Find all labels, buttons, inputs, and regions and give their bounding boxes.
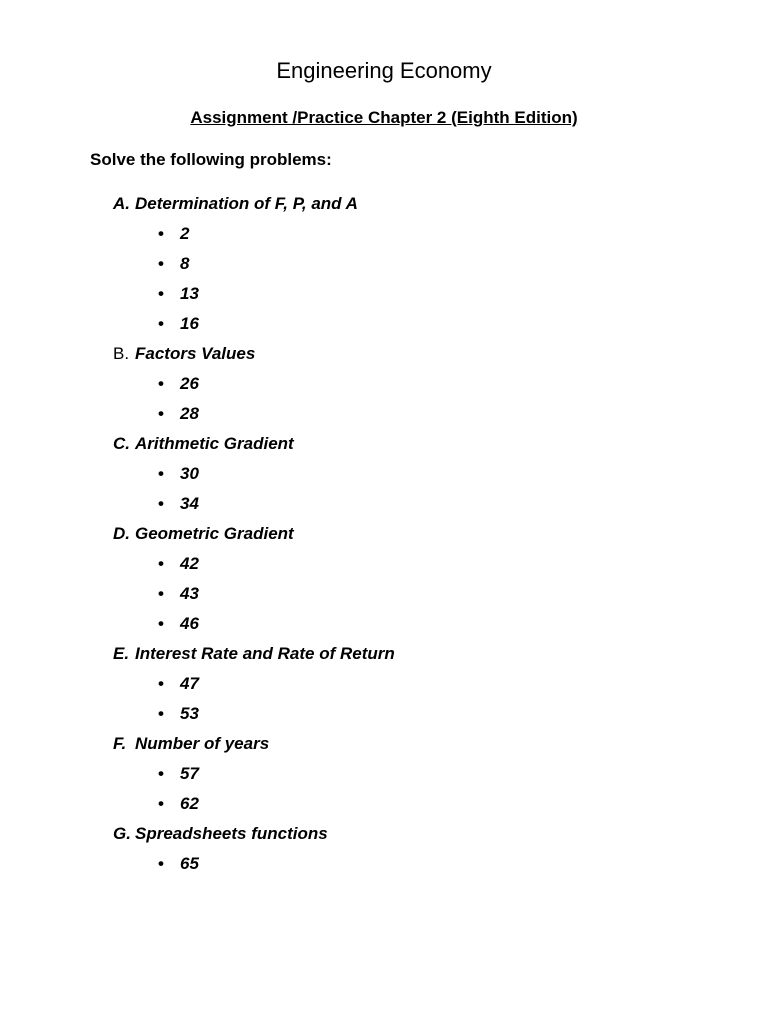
problem-number: 8 — [180, 254, 190, 273]
section-heading-text: Geometric Gradient — [135, 524, 294, 543]
instructions-text: Solve the following problems: — [90, 150, 332, 169]
section-heading-text: Arithmetic Gradient — [135, 434, 294, 453]
problem-number: 30 — [180, 464, 199, 483]
assignment-subtitle: Assignment /Practice Chapter 2 (Eighth Edition) — [190, 108, 578, 127]
list-item — [113, 672, 713, 702]
bullet-icon: • — [158, 224, 164, 243]
list-item — [113, 282, 713, 312]
problem-number: 16 — [180, 314, 199, 333]
list-item — [113, 702, 713, 732]
list-item — [113, 852, 713, 882]
list-item — [113, 492, 713, 522]
list-item — [113, 312, 713, 342]
list-item — [113, 612, 713, 642]
bullet-icon: • — [158, 554, 164, 573]
bullet-icon: • — [158, 674, 164, 693]
list-item — [113, 252, 713, 282]
bullet-icon: • — [158, 854, 164, 873]
section-letter: G. — [113, 824, 131, 843]
section-letter: A. — [113, 194, 130, 213]
bullet-icon: • — [158, 704, 164, 723]
section-heading — [113, 522, 713, 552]
problem-number: 43 — [180, 584, 199, 603]
problem-number: 13 — [180, 284, 199, 303]
problem-number: 28 — [180, 404, 199, 423]
bullet-icon: • — [158, 404, 164, 423]
problem-number: 57 — [180, 764, 199, 783]
problem-number: 2 — [180, 224, 190, 243]
bullet-icon: • — [158, 464, 164, 483]
problem-number: 65 — [180, 854, 199, 873]
bullet-icon: • — [158, 284, 164, 303]
section-letter: C. — [113, 434, 130, 453]
section-heading — [113, 822, 713, 852]
problem-number: 34 — [180, 494, 199, 513]
section-letter: E. — [113, 644, 130, 663]
section-heading-text: Number of years — [135, 734, 270, 753]
list-item — [113, 792, 713, 822]
list-item — [113, 762, 713, 792]
list-item — [113, 582, 713, 612]
problem-number: 53 — [180, 704, 199, 723]
problem-number: 47 — [180, 674, 199, 693]
problem-sections — [113, 192, 713, 882]
list-item — [113, 222, 713, 252]
bullet-icon: • — [158, 254, 164, 273]
section-heading-text: Factors Values — [135, 344, 256, 363]
problem-number: 62 — [180, 794, 199, 813]
list-item — [113, 372, 713, 402]
section-heading-text: Interest Rate and Rate of Return — [135, 644, 395, 663]
section-letter: B. — [113, 344, 130, 363]
problem-number: 42 — [180, 554, 199, 573]
section-letter: F. — [113, 734, 127, 753]
problem-number: 46 — [180, 614, 199, 633]
section-heading-text: Determination of F, P, and A — [135, 194, 358, 213]
document-title: Engineering Economy — [276, 58, 492, 83]
section-heading — [113, 342, 713, 372]
bullet-icon: • — [158, 314, 164, 333]
list-item — [113, 402, 713, 432]
bullet-icon: • — [158, 794, 164, 813]
bullet-icon: • — [158, 584, 164, 603]
list-item — [113, 462, 713, 492]
list-item — [113, 552, 713, 582]
bullet-icon: • — [158, 374, 164, 393]
problem-number: 26 — [180, 374, 199, 393]
section-heading-text: Spreadsheets functions — [135, 824, 328, 843]
bullet-icon: • — [158, 494, 164, 513]
section-letter: D. — [113, 524, 130, 543]
section-heading — [113, 642, 713, 672]
section-heading — [113, 732, 713, 762]
bullet-icon: • — [158, 614, 164, 633]
bullet-icon: • — [158, 764, 164, 783]
section-heading — [113, 192, 713, 222]
section-heading — [113, 432, 713, 462]
